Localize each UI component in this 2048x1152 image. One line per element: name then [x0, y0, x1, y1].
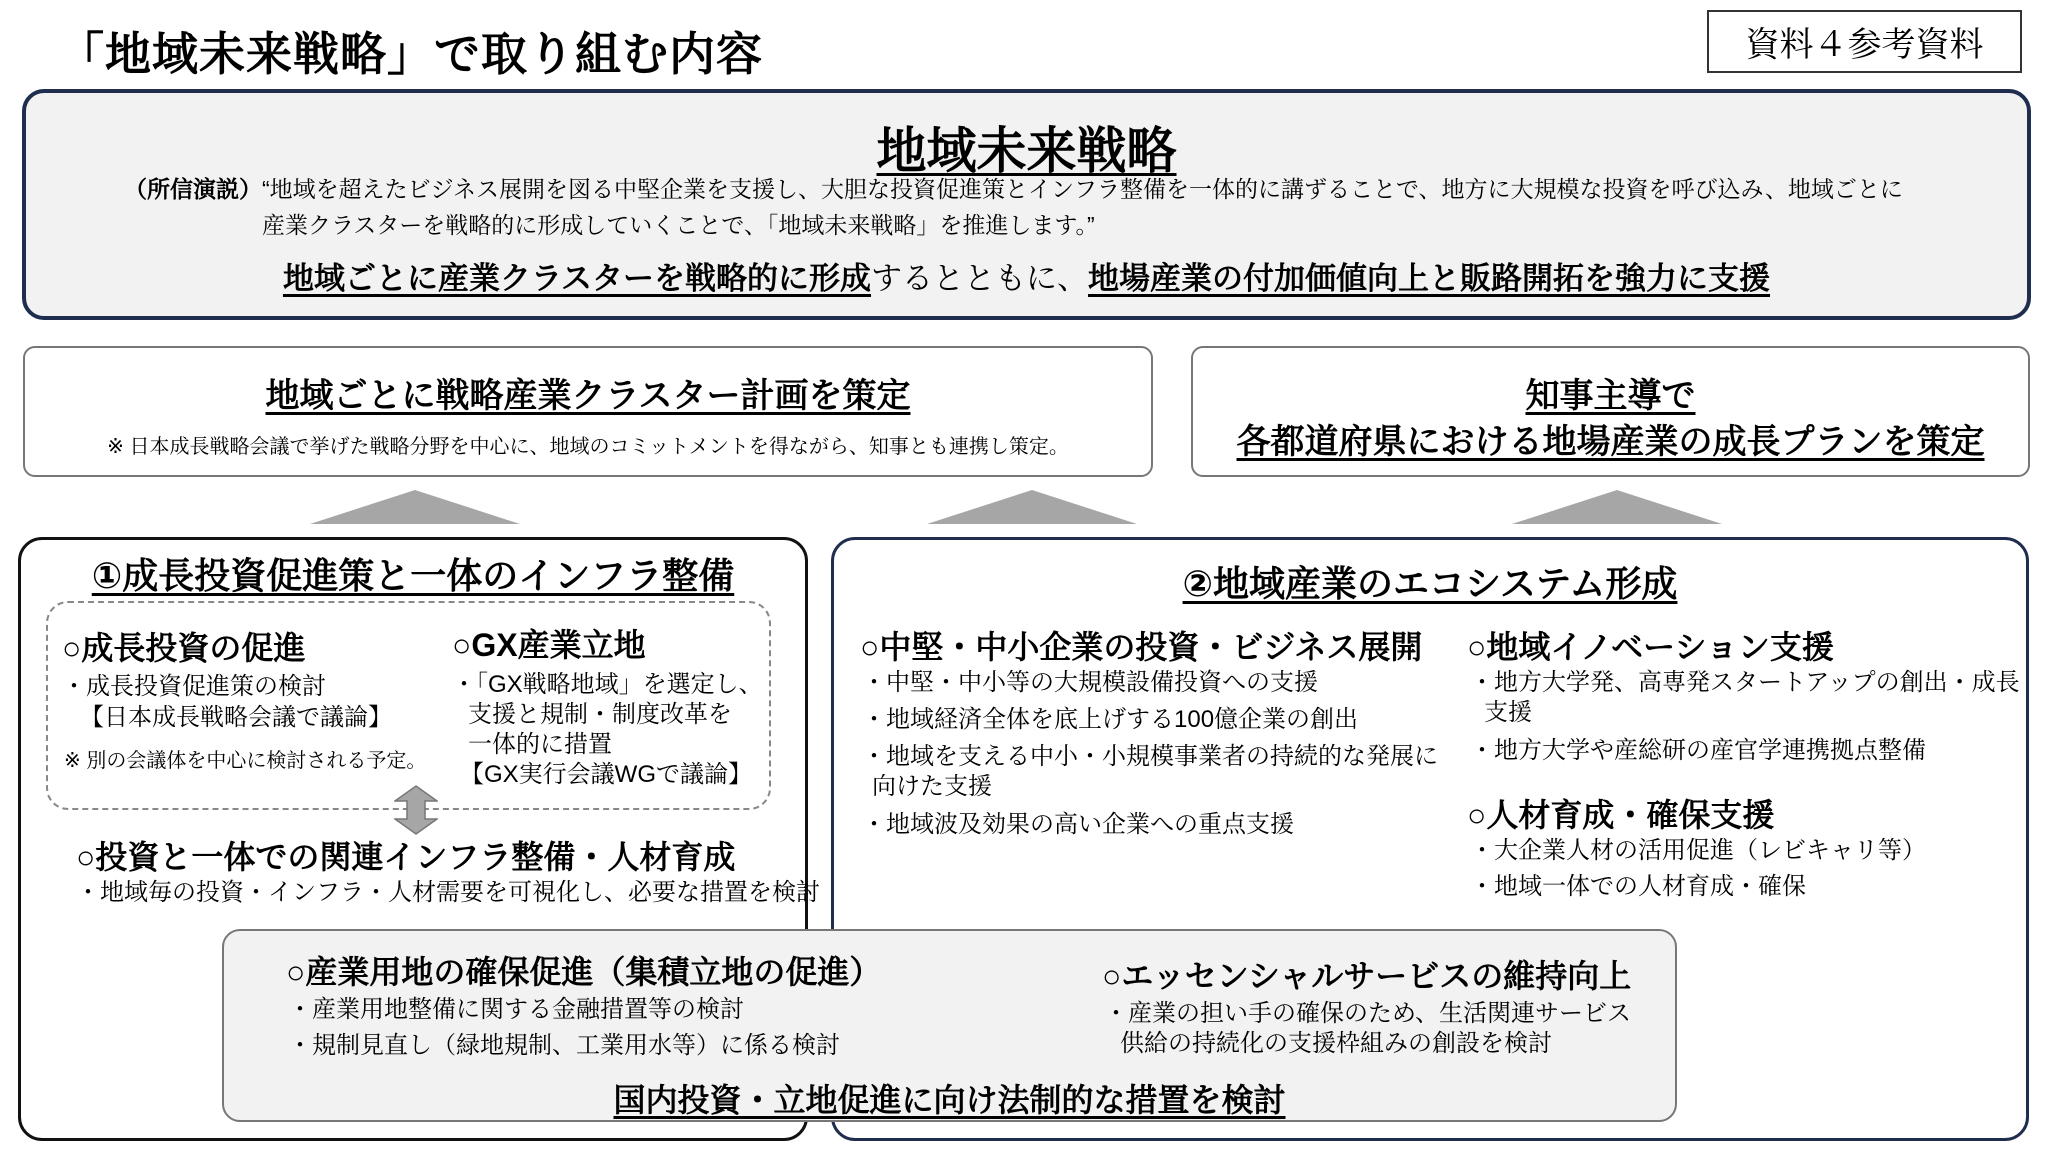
summary-connector: するとともに、 [871, 261, 1089, 296]
talent-item: ・大企業人材の活用促進（レビキャリ等） [1470, 837, 1926, 864]
growth-heading: ○成長投資の促進 [62, 630, 306, 666]
gx-heading: ○GX産業立地 [452, 627, 646, 663]
quote-line-1: “地域を超えたビジネス展開を図る中堅企業を支援し、大胆な投資促進策とインフラ整備を一体的に講ずることで、地方に大規模な投資を呼び込み、地域ごとに [262, 176, 1903, 202]
sme-item: ・地域波及効果の高い企業への重点支援 [862, 811, 1294, 838]
talent-heading: ○人材育成・確保支援 [1467, 797, 1775, 833]
land-item: ・産業用地整備に関する金融措置等の検討 [288, 996, 744, 1023]
legal-conclusion: 国内投資・立地促進に向け法制的な措置を検討 [613, 1082, 1286, 1118]
page-title: 「地域未来戦略」で取り組む内容 [58, 28, 763, 80]
infra-heading: ○投資と一体での関連インフラ整備・人材育成 [76, 839, 736, 875]
growth-note: ※ 別の会議体を中心に検討される予定。 [64, 750, 427, 772]
local-plan-line-2: 各都道府県における地場産業の成長プランを策定 [1236, 423, 1985, 461]
innovation-item: ・地方大学や産総研の産官学連携拠点整備 [1470, 737, 1926, 764]
growth-item-note: 【日本成長戦略会議で議論】 [80, 704, 392, 731]
legal-measures-box [222, 929, 1677, 1122]
summary-local-industry: 地場産業の付加価値向上と販路開拓を強力に支援 [1088, 261, 1771, 296]
panel-1-title: ①成長投資促進策と一体のインフラ整備 [91, 555, 735, 596]
sme-item: ・中堅・中小等の大規模設備投資への支援 [862, 669, 1318, 696]
gx-line: 一体的に措置 [468, 731, 612, 758]
sme-item: ・地域を支える中小・小規模事業者の持続的な発展に [862, 743, 1438, 770]
innovation-item: ・地方大学発、高専発スタートアップの創出・成長 [1470, 669, 2020, 696]
up-arrow-icon [927, 490, 1137, 524]
strategy-summary-box [22, 89, 2031, 320]
gx-line: 支援と規制・制度改革を [468, 701, 732, 728]
cluster-plan-box [23, 346, 1153, 477]
infra-item: ・地域毎の投資・インフラ・人材需要を可視化し、必要な措置を検討 [76, 879, 820, 906]
cluster-plan-note: ※ 日本成長戦略会議で挙げた戦略分野を中心に、地域のコミットメントを得ながら、知事とも連携し策定。 [107, 436, 1069, 458]
up-arrow-icon [1512, 490, 1722, 524]
document-badge: 資料４参考資料 [1707, 10, 2022, 73]
summary-cluster: 地域ごとに産業クラスターを戦略的に形成 [282, 261, 872, 296]
gx-line: ・「GX戦略地域」を選定し、 [452, 671, 763, 698]
essential-heading: ○エッセンシャルサービスの維持向上 [1102, 958, 1632, 994]
gx-line: 【GX実行会議WGで議論】 [460, 761, 752, 788]
growth-item: ・成長投資促進策の検討 [62, 673, 326, 700]
sme-item-cont: 向けた支援 [872, 773, 992, 800]
cluster-plan-title: 地域ごとに戦略産業クラスター計画を策定 [265, 377, 911, 415]
quote-line-2: 産業クラスターを戦略的に形成していくことで、「地域未来戦略」を推進します。” [262, 212, 1095, 238]
essential-item: ・産業の担い手の確保のため、生活関連サービス [1104, 1000, 1632, 1027]
local-industry-plan-box [1191, 346, 2030, 477]
double-arrow-icon [394, 785, 438, 835]
land-heading: ○産業用地の確保促進（集積立地の促進） [286, 954, 882, 990]
strategy-heading: 地域未来戦略 [876, 123, 1177, 179]
land-item: ・規制見直し（緑地規制、工業用水等）に係る検討 [288, 1032, 840, 1059]
talent-item: ・地域一体での人材育成・確保 [1470, 873, 1806, 900]
panel-2-title: ②地域産業のエコシステム形成 [1182, 563, 1678, 604]
sme-item: ・地域経済全体を底上げする100億企業の創出 [862, 706, 1359, 733]
local-plan-line-1: 知事主導で [1525, 377, 1696, 415]
up-arrow-icon [310, 490, 520, 524]
essential-item-cont: 供給の持続化の支援枠組みの創設を検討 [1120, 1030, 1552, 1057]
speech-label: （所信演説） [124, 176, 262, 202]
innovation-heading: ○地域イノベーション支援 [1467, 629, 1834, 665]
sme-heading: ○中堅・中小企業の投資・ビジネス展開 [860, 629, 1423, 665]
innovation-item-cont: 支援 [1484, 699, 1532, 726]
